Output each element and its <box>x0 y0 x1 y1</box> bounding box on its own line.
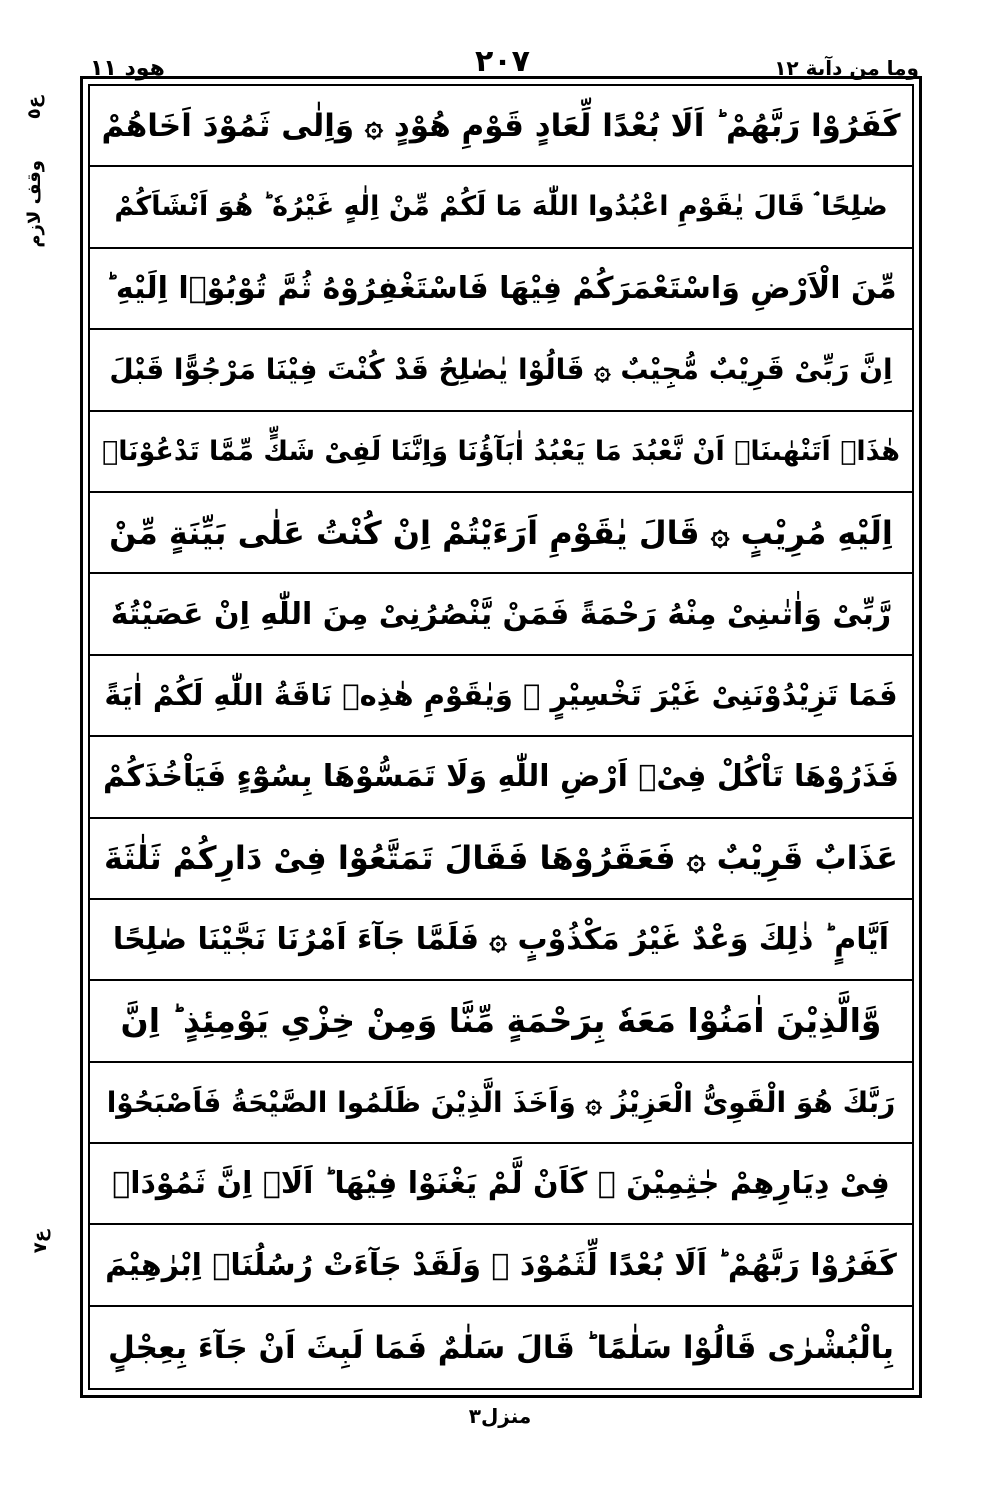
verse-text: رَبَّكَ هُوَ الْقَوِىُّ الْعَزِيْزُ ۞ وَاَخَذَ الَّذِيْنَ ظَلَمُوا الصَّيْحَةُ فَاَصْبَحُوْا <box>106 1085 896 1119</box>
verse-line <box>90 330 912 411</box>
verse-line <box>90 1307 912 1388</box>
manzil-label: منزل٣ <box>468 1404 532 1428</box>
ruku-marker-top: ع٥ <box>24 96 45 120</box>
verse-line <box>90 656 912 737</box>
verse-line <box>90 86 912 167</box>
waqf-marker: وقف لازم <box>24 160 45 248</box>
verse-text: فَذَرُوْهَا تَاْكُلْ فِىْۤ اَرْضِ اللّٰهِ وَلَا تَمَسُّوْهَا بِسُوْٓءٍ فَيَاْخُذَكُمْ <box>103 759 899 795</box>
verse-text: هٰذَاۤ اَتَنْهٰٮنَاۤ اَنْ نَّعْبُدَ مَا يَعْبُدُ اٰبَآؤُنَا وَاِنَّنَا لَفِىْ شَكٍّ مِّمَّا تَدْعُوْنَاۤ <box>102 435 900 467</box>
verse-line <box>90 249 912 330</box>
verse-text: بِالْبُشْرٰى قَالُوْا سَلٰمًا ؕ قَالَ سَلٰمٌ فَمَا لَبِثَ اَنْ جَآءَ بِعِجْلٍ <box>107 1329 895 1366</box>
verse-line <box>90 493 912 574</box>
verse-line <box>90 574 912 655</box>
ruku-marker-bottom: ع٧ <box>30 1230 51 1254</box>
verse-line <box>90 1144 912 1225</box>
verse-line <box>90 981 912 1062</box>
juz-name: وما من دآبة ١٢ <box>774 56 919 80</box>
verse-text: صٰلِحًا ۘ قَالَ يٰقَوْمِ اعْبُدُوا اللّٰهَ مَا لَكُمْ مِّنْ اِلٰهٍ غَيْرُهٗ ؕ هُوَ اَنْشَاَكُمْ <box>114 191 888 223</box>
verse-text: فِىْ دِيَارِهِمْ جٰثِمِيْنَ ۞ كَاَنْ لَّمْ يَغْنَوْا فِيْهَا ؕ اَلَاۤ اِنَّ ثَمُوْدَا۟ <box>112 1166 890 1202</box>
verse-line <box>90 900 912 981</box>
verse-text: مِّنَ الْاَرْضِ وَاسْتَعْمَرَكُمْ فِيْهَا فَاسْتَغْفِرُوْهُ ثُمَّ تُوْبُوْۤا اِلَيْهِ ؕ <box>105 270 897 306</box>
verse-text: اَيَّامٍ ؕ ذٰلِكَ وَعْدٌ غَيْرُ مَكْذُوْبٍ ۞ فَلَمَّا جَآءَ اَمْرُنَا نَجَّيْنَا صٰلِحًا <box>112 922 890 958</box>
verse-text: رَّبِّىْ وَاٰتٰٮنِىْ مِنْهُ رَحْمَةً فَمَنْ يَّنْصُرُنِىْ مِنَ اللّٰهِ اِنْ عَصَيْتُهٗ <box>110 596 892 632</box>
verse-text: اِلَيْهِ مُرِيْبٍ ۞ قَالَ يٰقَوْمِ اَرَءَيْتُمْ اِنْ كُنْتُ عَلٰى بَيِّنَةٍ مِّنْ <box>109 513 893 552</box>
verse-text: كَفَرُوْا رَبَّهُمْ ؕ اَلَا بُعْدًا لِّعَادٍ قَوْمِ هُوْدٍ ۞ وَاِلٰى ثَمُوْدَ اَخَاهُمْ <box>101 107 901 144</box>
verse-line <box>90 1063 912 1144</box>
verse-line <box>90 167 912 248</box>
verse-text: اِنَّ رَبِّىْ قَرِيْبٌ مُّجِيْبٌ ۞ قَالُوْا يٰصٰلِحُ قَدْ كُنْتَ فِيْنَا مَرْجُوًّا قَبْلَ <box>109 353 893 387</box>
verse-text: عَذَابٌ قَرِيْبٌ ۞ فَعَقَرُوْهَا فَقَالَ تَمَتَّعُوْا فِىْ دَارِكُمْ ثَلٰثَةَ <box>104 839 898 878</box>
verse-line <box>90 819 912 900</box>
verse-text: وَّالَّذِيْنَ اٰمَنُوْا مَعَهٗ بِرَحْمَةٍ مِّنَّا وَمِنْ خِزْىِ يَوْمِئِذٍ ؕ اِنَّ <box>120 1001 882 1041</box>
verse-lines <box>90 86 912 1388</box>
surah-name: هود ١١ <box>90 56 165 81</box>
verse-line <box>90 412 912 493</box>
verse-text: كَفَرُوْا رَبَّهُمْ ؕ اَلَا بُعْدًا لِّثَمُوْدَ ۞ وَلَقَدْ جَآءَتْ رُسُلُنَاۤ اِبْرٰهِيْمَ <box>105 1247 897 1283</box>
verse-line <box>90 1225 912 1306</box>
verse-text: فَمَا تَزِيْدُوْنَنِىْ غَيْرَ تَخْسِيْرٍ ۞ وَيٰقَوْمِ هٰذِهٖ نَاقَةُ اللّٰهِ لَكُمْ اٰيَةً <box>104 678 898 713</box>
verse-line <box>90 737 912 818</box>
page-number: ٢٠٧ <box>475 44 530 79</box>
